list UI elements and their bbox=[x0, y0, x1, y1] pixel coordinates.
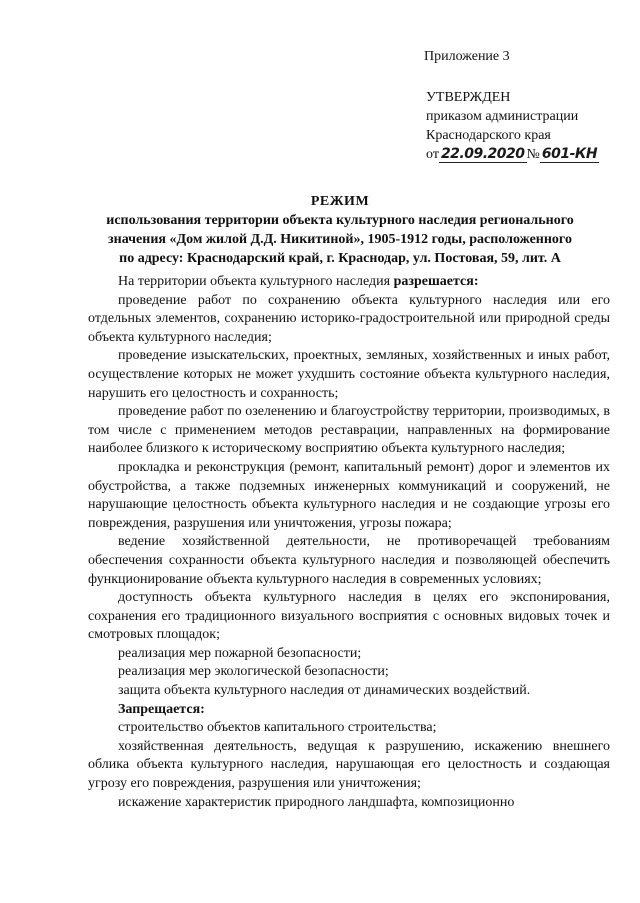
forbidden-heading: Запрещается: bbox=[118, 701, 205, 717]
allowed-item: доступность объекта культурного наследия в целях его экспонирования, сохранения его традиционного визуального восприятия с основных видовых точек и смотровых площадок; bbox=[88, 590, 610, 643]
region-label: Краснодарского края bbox=[426, 128, 551, 143]
from-prefix: от bbox=[426, 147, 439, 162]
document-subtitle bbox=[60, 211, 620, 268]
forbidden-item: искажение характеристик природного ландшафта, композиционно bbox=[118, 794, 515, 810]
allowed-item: проведение работ по озеленению и благоустройству территории, производимых, в том числе с применением методов реставрации, направленных на формирование наиболее близкого к историческому восприятию объекта культурного наследия; bbox=[88, 404, 610, 457]
intro-text: На территории объекта культурного наследия bbox=[118, 274, 394, 289]
appendix-label: Приложение 3 bbox=[424, 49, 510, 64]
subtitle-line-3: по адресу: Краснодарский край, г. Краснодар, ул. Постовая, 59, лит. А bbox=[119, 251, 561, 266]
allowed-item: проведение изыскательских, проектных, земляных, хозяйственных и иных работ, осуществление которых не может ухудшить состояние объекта культурного наследия, нарушить его целостность и сохранность; bbox=[88, 348, 610, 401]
handwritten-number: 601-КН bbox=[541, 146, 598, 162]
allowed-item: реализация мер пожарной безопасности; bbox=[118, 645, 362, 661]
subtitle-line-1: использования территории объекта культурного наследия регионального bbox=[106, 213, 574, 228]
number-sign: № bbox=[526, 147, 540, 162]
order-date-line bbox=[426, 145, 599, 164]
forbidden-item: строительство объектов капитального строительства; bbox=[118, 720, 437, 736]
by-order-label: приказом администрации bbox=[426, 109, 579, 124]
subtitle-line-2: значения «Дом жилой Д.Д. Никитиной», 1905-1912 годы, расположенного bbox=[108, 232, 572, 247]
intro-allowed-label: разрешается: bbox=[393, 274, 479, 289]
allowed-item: реализация мер экологической безопасности; bbox=[118, 664, 389, 680]
allowed-item: защита объекта культурного наследия от динамических воздействий. bbox=[118, 683, 531, 699]
allowed-item: прокладка и реконструкция (ремонт, капитальный ремонт) дорог и элементов их обустройства, а также подземных инженерных коммуникаций и сооружений, не нарушающие целостность объекта культурного наследия и не создающие угрозы его повреждения, разрушения или уничтожения, угрозы пожара; bbox=[88, 459, 610, 531]
allowed-item: проведение работ по сохранению объекта культурного наследия или его отдельных элементов, сохранению историко-градостроительной или природной среды объекта культурного наследия; bbox=[88, 292, 610, 345]
allowed-item: ведение хозяйственной деятельности, не противоречащей требованиям обеспечения сохранности объекта культурного наследия и позволяющей обеспечить функционирование объекта культурного наследия в современных условиях; bbox=[88, 534, 610, 587]
handwritten-date: 22.09.2020 bbox=[440, 146, 525, 162]
document-title: РЕЖИМ bbox=[310, 194, 370, 209]
approved-label: УТВЕРЖДЕН bbox=[426, 90, 511, 105]
document-body bbox=[88, 273, 610, 812]
forbidden-item: хозяйственная деятельность, ведущая к разрушению, искажению внешнего облика объекта культурного наследия, нарушающая его целостность и создающая угрозу его повреждения, разрушения или уничтожения; bbox=[88, 738, 610, 792]
intro-paragraph bbox=[88, 273, 610, 292]
approval-block bbox=[426, 88, 599, 164]
